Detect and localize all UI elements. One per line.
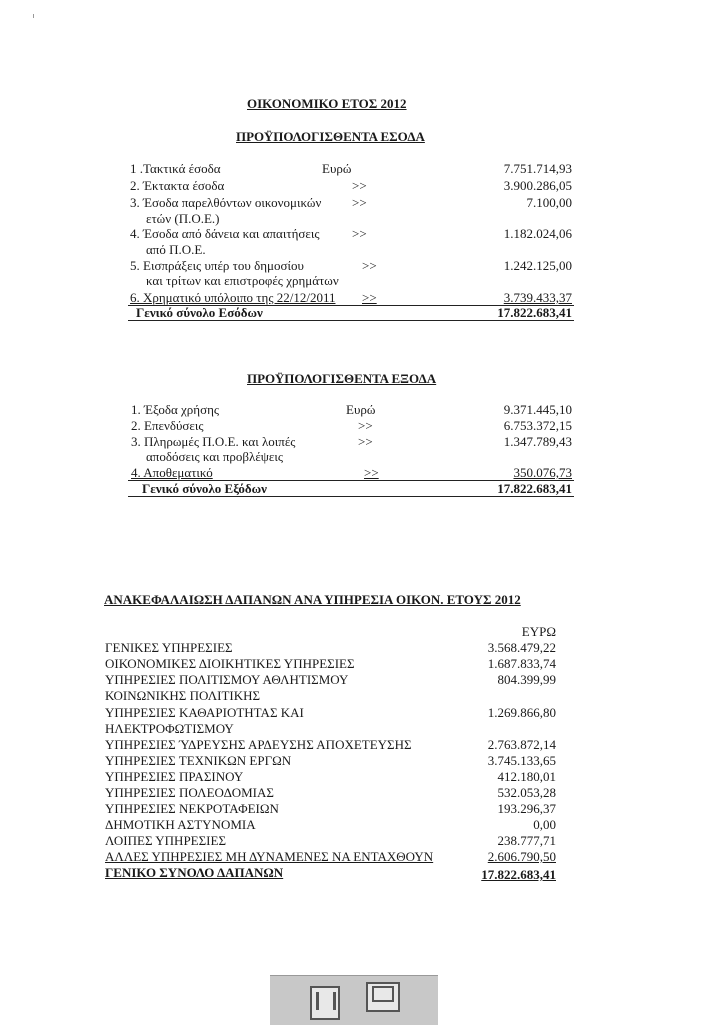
income-row-3-unit: >>	[352, 195, 367, 210]
income-row-6-unit: >>	[362, 290, 377, 305]
expense-row-4-value: 350.076,73	[513, 465, 572, 480]
summary-row-3-label-cont: ΚΟΙΝΩΝΙΚΗΣ ΠΟΛΙΤΙΚΗΣ	[105, 688, 261, 703]
expense-row-3-label: 3. Πληρωμές Π.Ο.Ε. και λοιπές	[131, 434, 296, 449]
expenses-total-value: 17.822.683,41	[497, 481, 572, 496]
summary-row-8-value: 532.053,28	[497, 785, 556, 800]
expenses-total-underline	[128, 496, 574, 497]
summary-row-2-value: 1.687.833,74	[487, 656, 556, 671]
income-row-1-label: 1 .Τακτικά έσοδα	[130, 161, 221, 176]
income-row-4-unit: >>	[352, 226, 367, 241]
income-row-5-label-cont: και τρίτων και επιστροφές χρημάτων	[146, 273, 339, 288]
expense-row-2-value: 6.753.372,15	[503, 418, 572, 433]
expense-row-3-value: 1.347.789,43	[503, 434, 572, 449]
summary-row-4-label-cont: ΗΛΕΚΤΡΟΦΩΤΙΣΜΟΥ	[105, 721, 234, 736]
income-total-label: Γενικό σύνολο Εσόδων	[136, 305, 263, 320]
summary-row-3-value: 804.399,99	[497, 672, 556, 687]
expense-row-1-unit: Ευρώ	[346, 402, 376, 417]
expense-row-3-label-cont: αποδόσεις και προβλέψεις	[146, 449, 284, 464]
summary-row-5-label: ΥΠΗΡΕΣΙΕΣ ΎΔΡΕΥΣΗΣ ΑΡΔΕΥΣΗΣ ΑΠΟΧΕΤΕΥΣΗΣ	[105, 737, 412, 752]
summary-row-7-label: ΥΠΗΡΕΣΙΕΣ ΠΡΑΣΙΝΟΥ	[105, 769, 244, 784]
summary-row-11-value: 238.777,71	[497, 833, 556, 848]
income-row-3-value: 7.100,00	[526, 195, 572, 210]
summary-row-5-value: 2.763.872,14	[487, 737, 556, 752]
income-row-4-label-cont: από Π.Ο.Ε.	[146, 242, 206, 257]
stamp-seal	[270, 975, 438, 1025]
income-total-underline	[128, 320, 574, 321]
income-row-5-value: 1.242.125,00	[503, 258, 572, 273]
summary-row-4-label: ΥΠΗΡΕΣΙΕΣ ΚΑΘΑΡΙΟΤΗΤΑΣ ΚΑΙ	[105, 705, 304, 720]
summary-row-9-value: 193.296,37	[497, 801, 556, 816]
income-row-5-unit: >>	[362, 258, 377, 273]
summary-total-value: 17.822.683,41	[481, 867, 556, 882]
expense-row-2-label: 2. Επενδύσεις	[131, 418, 204, 433]
fiscal-year-title: ΟΙΚΟΝΟΜΙΚΟ ΕΤΟΣ 2012	[247, 96, 407, 111]
income-row-2-unit: >>	[352, 178, 367, 193]
summary-row-12-value: 2.606.790,50	[487, 849, 556, 864]
summary-row-10-value: 0,00	[533, 817, 556, 832]
expense-row-2-unit: >>	[358, 418, 373, 433]
income-row-3-label: 3. Έσοδα παρελθόντων οικονομικών	[130, 195, 322, 210]
summary-row-8-label: ΥΠΗΡΕΣΙΕΣ ΠΟΛΕΟΔΟΜΙΑΣ	[105, 785, 274, 800]
income-row-6-value: 3.739.433,37	[503, 290, 572, 305]
summary-currency: ΕΥΡΩ	[521, 624, 556, 639]
summary-row-9-label: ΥΠΗΡΕΣΙΕΣ ΝΕΚΡΟΤΑΦΕΙΩΝ	[105, 801, 279, 816]
expenses-title: ΠΡΟΫΠΟΛΟΓΙΣΘΕΝΤΑ ΕΞΟΔΑ	[247, 371, 437, 386]
income-row-4-label: 4. Έσοδα από δάνεια και απαιτήσεις	[130, 226, 320, 241]
expense-row-4-unit: >>	[364, 465, 379, 480]
summary-row-1-label: ΓΕΝΙΚΕΣ ΥΠΗΡΕΣΙΕΣ	[105, 640, 233, 655]
summary-title: ΑΝΑΚΕΦΑΛΑΙΩΣΗ ΔΑΠΑΝΩΝ ΑΝΑ ΥΠΗΡΕΣΙΑ ΟΙΚΟΝ. ΕΤΟΥΣ 2012	[104, 592, 521, 607]
summary-row-6-value: 3.745.133,65	[487, 753, 556, 768]
income-title: ΠΡΟΫΠΟΛΟΓΙΣΘΕΝΤΑ ΕΣΟΔΑ	[236, 129, 425, 144]
income-row-1-unit: Ευρώ	[322, 161, 352, 176]
expense-row-3-unit: >>	[358, 434, 373, 449]
income-total-value: 17.822.683,41	[497, 305, 572, 320]
summary-row-10-label: ΔΗΜΟΤΙΚΗ ΑΣΤΥΝΟΜΙΑ	[105, 817, 256, 832]
summary-row-2-label: ΟΙΚΟΝΟΜΙΚΕΣ ΔΙΟΙΚΗΤΙΚΕΣ ΥΠΗΡΕΣΙΕΣ	[105, 656, 355, 671]
summary-row-12-label: ΑΛΛΕΣ ΥΠΗΡΕΣΙΕΣ ΜΗ ΔΥΝΑΜΕΝΕΣ ΝΑ ΕΝΤΑΧΘΟΥΝ	[105, 849, 434, 864]
income-row-3-label-cont: ετών (Π.Ο.Ε.)	[146, 211, 220, 226]
summary-row-4-value: 1.269.866,80	[487, 705, 556, 720]
summary-row-7-value: 412.180,01	[497, 769, 556, 784]
summary-row-1-value: 3.568.479,22	[487, 640, 556, 655]
expenses-total-label: Γενικό σύνολο Εξόδων	[142, 481, 267, 496]
summary-row-11-label: ΛΟΙΠΕΣ ΥΠΗΡΕΣΙΕΣ	[105, 833, 227, 848]
expense-row-1-label: 1. Έξοδα χρήσης	[131, 402, 220, 417]
income-row-2-value: 3.900.286,05	[503, 178, 572, 193]
stamp-left-emblem-detail	[316, 992, 336, 1010]
summary-row-6-label: ΥΠΗΡΕΣΙΕΣ ΤΕΧΝΙΚΩΝ ΕΡΓΩΝ	[105, 753, 292, 768]
scan-mark	[33, 14, 34, 18]
summary-total-label: ΓΕΝΙΚΟ ΣΥΝΟΛΟ ΔΑΠΑΝΩΝ	[105, 865, 284, 880]
income-row-5-label: 5. Εισπράξεις υπέρ του δημοσίου	[130, 258, 304, 273]
income-row-2-label: 2. Έκτακτα έσοδα	[130, 178, 225, 193]
income-row-6-label: 6. Χρηματικό υπόλοιπο της 22/12/2011	[130, 290, 336, 305]
income-row-1-value: 7.751.714,93	[503, 161, 572, 176]
stamp-right-emblem-detail	[372, 986, 394, 1002]
summary-row-3-label: ΥΠΗΡΕΣΙΕΣ ΠΟΛΙΤΙΣΜΟΥ ΑΘΛΗΤΙΣΜΟΥ	[105, 672, 349, 687]
income-row-4-value: 1.182.024,06	[503, 226, 572, 241]
expense-row-4-label: 4. Αποθεματικό	[131, 465, 213, 480]
expense-row-1-value: 9.371.445,10	[503, 402, 572, 417]
